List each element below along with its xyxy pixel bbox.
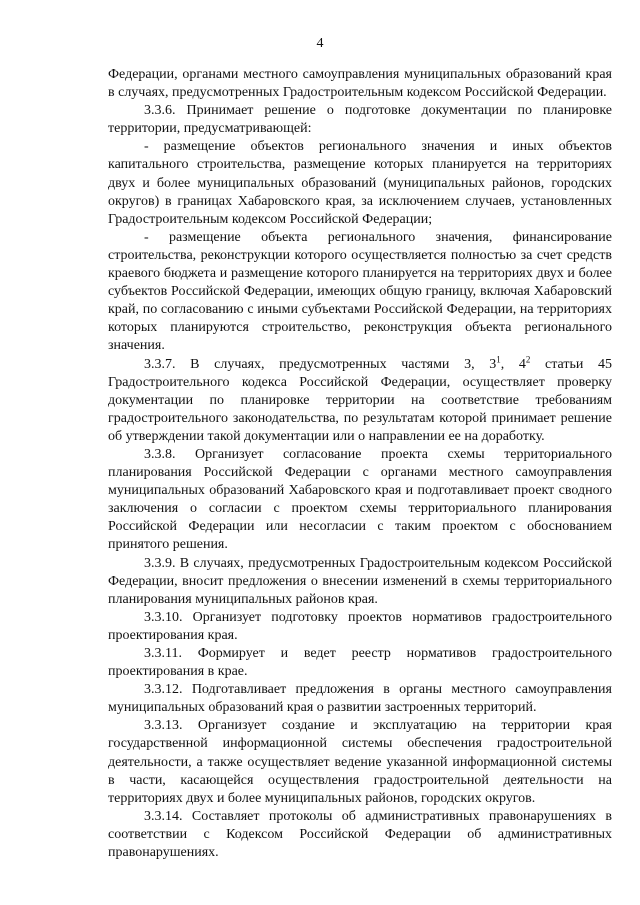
page-number: 4 xyxy=(316,36,324,51)
list-item-regional-objects: - размещение объектов регионального значения и иных объектов капитального строительства, размещение которых планируется на территориях двух и более муниципальных образований (муниципальных районов, городских округов) в границах Хабаровского края, за исключением случаев, установленных Градостроительным кодексом Российской Федерации; xyxy=(108,139,612,227)
paragraph-continuation: Федерации, органами местного самоуправления муниципальных образований края в случаях, предусмотренных Градостроительным кодексом Российской Федерации. xyxy=(108,67,612,101)
paragraph-3-3-14: 3.3.14. Составляет протоколы об административных правонарушениях в соответствии с Кодексом Российской Федерации об административных правонарушениях. xyxy=(108,808,612,861)
paragraph-3-3-7-part1: 3.3.7. В случаях, предусмотренных частями 3, 3 xyxy=(144,356,497,372)
paragraph-3-3-6: 3.3.6. Принимает решение о подготовке документации по планировке территории, предусматривающей: xyxy=(108,103,612,137)
paragraph-3-3-7-part2: , 4 xyxy=(500,356,526,372)
superscript-2: 2 xyxy=(525,353,531,364)
list-item-regional-object-financing: - размещение объекта регионального значения, финансирование строительства, реконструкции которого осуществляется полностью за счет средств краевого бюджета и размещение которого планируется на территориях двух и более субъектов Российской Федерации, имеющих общую границу, включая Хабаровский край, по согласованию с иными субъектами Российской Федерации, на территориях которых планируются строительство, реконструкция объекта регионального значения. xyxy=(108,229,612,354)
paragraph-3-3-11: 3.3.11. Формирует и ведет реестр нормативов градостроительного проектирования в крае. xyxy=(108,646,612,680)
paragraph-3-3-8: 3.3.8. Организует согласование проекта схемы территориального планирования Российской Федерации с органами местного самоуправления муниципальных образований Хабаровского края и подготавливает проект сводного заключения о согласии с проектом схемы территориального планирования Российской Федерации или несогласии с таким проектом с обоснованием принятого решения. xyxy=(108,446,612,553)
paragraph-3-3-12: 3.3.12. Подготавливает предложения в органы местного самоуправления муниципальных образований края о развитии застроенных территорий. xyxy=(108,682,612,716)
document-body xyxy=(108,66,612,862)
paragraph-3-3-7 xyxy=(108,353,613,446)
paragraph-3-3-7-part3: статьи 45 Градостроительного кодекса Российской Федерации, осуществляет проверку документации по планировке территории на соответствие требованиям градостроительного законодательства, по результатам которой принимает решение об утверждении такой документации или о направлении ее на доработку. xyxy=(108,356,613,444)
paragraph-3-3-10: 3.3.10. Организует подготовку проектов нормативов градостроительного проектирования края. xyxy=(108,609,612,643)
paragraph-3-3-13: 3.3.13. Организует создание и эксплуатацию на территории края государственной информационной системы обеспечения градостроительной деятельности, а также осуществляет ведение указанной информационной системы в части, касающейся осуществления градостроительной деятельности на территориях двух и более муниципальных районов, городских округов. xyxy=(108,718,612,806)
paragraph-3-3-9: 3.3.9. В случаях, предусмотренных Градостроительным кодексом Российской Федерации, вносит предложения о внесении изменений в схемы территориального планирования муниципальных районов края. xyxy=(108,555,612,607)
superscript-1: 1 xyxy=(496,353,501,364)
